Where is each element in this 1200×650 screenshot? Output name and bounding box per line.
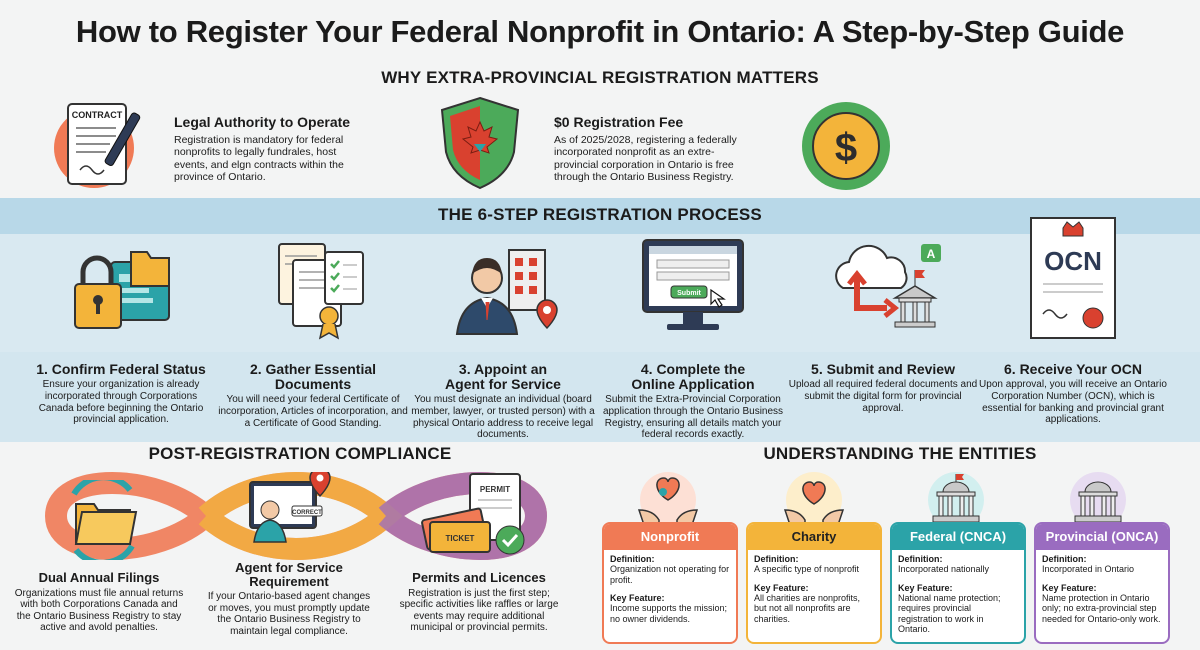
- cloud-upload-icon: [823, 238, 943, 348]
- card-feat: Income supports the mission; no owner dividends.: [610, 603, 728, 624]
- why-item-desc: As of 2025/2028, registering a federally incorporated nonprofit as an extre-provincial corporation in Ontario is free through the Ontario Business Registry.: [554, 134, 737, 184]
- why-item-desc: Registration is mandatory for federal nonprofits to legally fundrales, host events, and elgn contracts within the province of Ontario.: [174, 134, 344, 184]
- card-feat-label: Key Feature:: [1042, 582, 1097, 593]
- step-receive-ocn: [978, 238, 1168, 426]
- svg-text:CORRECT: CORRECT: [292, 510, 322, 516]
- post-title: Dual Annual Filings: [38, 570, 160, 585]
- card-header: Provincial (ONCA): [1036, 524, 1168, 550]
- dollar-coin-icon: [798, 98, 894, 194]
- card-def-label: Definition:: [898, 554, 943, 564]
- step-submit-review: [788, 238, 978, 414]
- card-feat-label: Key Feature:: [610, 593, 665, 604]
- card-header: Nonprofit: [604, 524, 736, 550]
- card-def: Incorporated nationally: [898, 564, 990, 575]
- step-gather-documents: [218, 238, 408, 429]
- entity-card-charity: [746, 522, 882, 644]
- step-desc: You will need your federal Certificate of incorporation, Articles of incorporation, and a Certificate of Good Standing.: [218, 394, 408, 429]
- step-title: 5. Submit and Review: [811, 361, 955, 377]
- step-online-application: [598, 238, 788, 441]
- step-desc: Ensure your organization is already incorporated through Corporations Canada before beginning the Ontario provincial application.: [38, 379, 204, 426]
- card-def: A specific type of nonprofit: [754, 564, 860, 575]
- why-item-registration-fee: [430, 96, 770, 196]
- step-title: 6. Receive Your OCN: [1004, 361, 1142, 377]
- post-title: Agent for Service Requirement: [235, 560, 343, 589]
- post-item-annual-filings: [14, 571, 184, 634]
- svg-text:Submit: Submit: [677, 290, 701, 297]
- step-desc: Upload all required federal documents and submit the digital form for provincial approval.: [788, 379, 978, 414]
- steps-heading: THE 6-STEP REGISTRATION PROCESS: [438, 205, 762, 224]
- entity-card-nonprofit: [602, 522, 738, 644]
- why-heading: WHY EXTRA-PROVINCIAL REGISTRATION MATTERS: [381, 68, 819, 87]
- card-header: Charity: [748, 524, 880, 550]
- svg-text:OCN: OCN: [1044, 246, 1102, 276]
- card-feat-label: Key Feature:: [898, 582, 953, 593]
- card-feat: All charities are nonprofits, but not all nonprofits are charities.: [754, 593, 861, 624]
- post-item-permits: [392, 571, 566, 634]
- step-appoint-agent: [408, 238, 598, 441]
- card-feat-label: Key Feature:: [754, 582, 809, 593]
- svg-text:TICKET: TICKET: [445, 534, 475, 543]
- card-def-label: Definition:: [754, 554, 799, 564]
- documents-icon: [253, 238, 373, 348]
- step-title: 1. Confirm Federal Status: [36, 361, 206, 377]
- svg-text:A: A: [926, 247, 936, 261]
- step-desc: Upon approval, you will receive an Ontario Corporation Number (OCN), which is essential for banking and provincial grant applications.: [979, 379, 1167, 426]
- post-item-agent-requirement: [204, 561, 374, 637]
- folders-cycle-icon: [62, 480, 146, 560]
- why-item-legal-authority: [50, 96, 380, 196]
- card-def-label: Definition:: [610, 554, 655, 564]
- page-title: How to Register Your Federal Nonprofit in Ontario: A Step-by-Step Guide: [75, 14, 1125, 49]
- card-def-label: Definition:: [1042, 554, 1087, 564]
- card-header: Federal (CNCA): [892, 524, 1024, 550]
- svg-text:$: $: [834, 126, 858, 170]
- svg-text:CONTRACT: CONTRACT: [71, 110, 123, 120]
- step-confirm-status: [26, 238, 216, 426]
- svg-text:PERMIT: PERMIT: [479, 485, 511, 494]
- step-title: 3. Appoint an Agent for Service: [445, 361, 561, 392]
- card-def: Incorporated in Ontario: [1042, 564, 1135, 575]
- step-title: 2. Gather Essential Documents: [249, 361, 377, 392]
- why-item-title: Legal Authority to Operate: [174, 114, 351, 130]
- agent-building-icon: [443, 238, 563, 348]
- contract-pen-icon: [50, 96, 150, 196]
- post-title: Permits and Licences: [412, 570, 546, 585]
- lock-folder-icon: [61, 238, 181, 348]
- entity-card-federal: [890, 522, 1026, 644]
- step-desc: You must designate an individual (board member, lawyer, or trusted person) with a physical Ontario address to receive legal documents.: [411, 394, 595, 441]
- post-desc: Registration is just the first step; specific activities like raffles or large events may require additional municipal or provincial permits.: [399, 587, 559, 634]
- entity-card-provincial: [1034, 522, 1170, 644]
- online-form-icon: [633, 238, 753, 348]
- why-item-title: $0 Registration Fee: [554, 114, 684, 130]
- entities-heading: UNDERSTANDING THE ENTITIES: [763, 444, 1037, 463]
- maple-shield-icon: [430, 92, 530, 192]
- card-def: Organization not operating for profit.: [610, 564, 730, 585]
- post-desc: If your Ontario-based agent changes or moves, you must promptly update the Ontario Business Registry to maintain legal compliance.: [207, 591, 371, 637]
- card-feat: Name protection in Ontario only; no extra-provincial step needed for Ontario-only work.: [1042, 593, 1161, 624]
- post-heading: POST-REGISTRATION COMPLIANCE: [148, 444, 452, 463]
- permit-ticket-icon: [420, 470, 540, 560]
- step-desc: Submit the Extra-Provincial Corporation application through the Ontario Business Registry, ensuring all details match your federal records exactly.: [602, 394, 784, 441]
- card-feat: National name protection; requires provincial registration to work in Ontario.: [898, 593, 1001, 635]
- step-title: 4. Complete the Online Application: [631, 361, 755, 392]
- ocn-certificate-icon: [1013, 208, 1133, 348]
- agent-update-icon: [240, 472, 340, 552]
- post-desc: Organizations must file annual returns with both Corporations Canada and the Ontario Business Registry to stay active and avold penalties.: [14, 587, 184, 634]
